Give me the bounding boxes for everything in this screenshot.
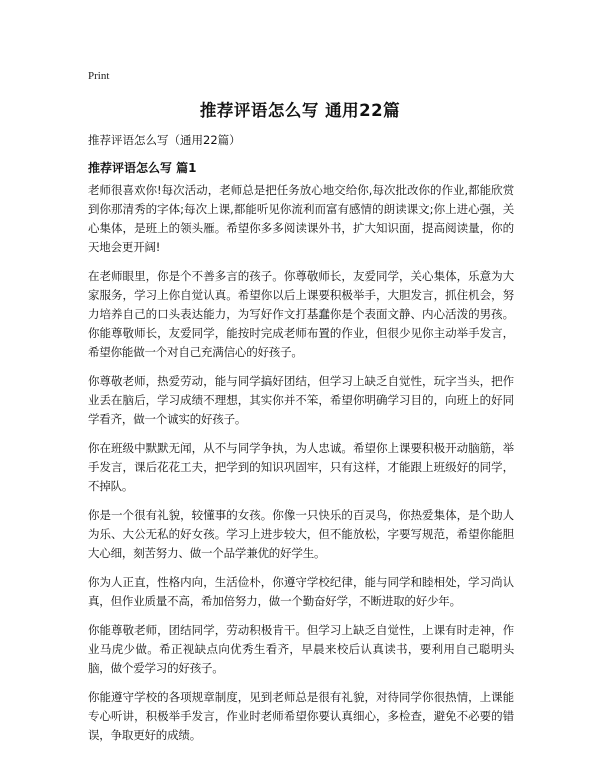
paragraph-1: 老师很喜欢你!每次活动，老师总是把任务放心地交给你,每次批改你的作业,都能欣赏到你那清秀的字体;每次上课,都能听见你流利而富有感情的朗读课文;你上进心强，关心集体，是班上的领头雁。希望你多多阅读课外书，扩大知识面，提高阅读量，你的天地会更开阔!: [88, 183, 514, 254]
paragraph-6: 你为人正直，性格内向，生活俭朴，你遵守学校纪律，能与同学和睦相处，学习尚认真，但作业质量不高，希加倍努力，做一个勤奋好学，不断进取的好少年。: [88, 575, 514, 608]
paragraph-7: 你能尊敬老师，团结同学，劳动积极肯干。但学习上缺乏自觉性，上课有时走神，作业马虎少做。希正视缺点向优秀生看齐，早晨来校后认真读书，要利用自己聪明头脑，做个爱学习的好孩子。: [88, 623, 514, 675]
paragraph-4: 你在班级中默默无闻，从不与同学争执，为人忠诚。希望你上课要积极开动脑筋，举手发言，课后花花工夫，把学到的知识巩固牢，只有这样，才能跟上班级好的同学，不掉队。: [88, 441, 514, 493]
document-title: 推荐评语怎么写 通用22篇: [199, 101, 401, 120]
print-label: Print: [88, 70, 110, 82]
paragraph-2: 在老师眼里，你是个不善多言的孩子。你尊敬师长，友爱同学，关心集体，乐意为大家服务，学习上你自觉认真。希望你以后上课要积极举手，大胆发言，抓住机会，努力培养自己的口头表达能力，为写好作文打基蠢你是个表面文静、内心活泼的男孩。你能尊敬师长，友爱同学，能按时完成老师布置的作业，但很少见你主动举手发言，希望你能做一个对自己充满信心的好孩子。: [88, 269, 514, 359]
paragraph-3: 你尊敬老师，热爱劳动，能与同学搞好团结，但学习上缺乏自觉性，玩字当头，把作业丢在脑后，学习成绩不理想，其实你并不笨，希望你明确学习目的，向班上的好同学看齐，做一个诚实的好孩子。: [88, 374, 514, 426]
paragraph-8: 你能遵守学校的各项规章制度，见到老师总是很有礼貌，对待同学你很热情，上课能专心听讲，积极举手发言，作业时老师希望你要认真细心，多检查，避免不必要的错误，争取更好的成绩。: [88, 690, 514, 742]
paragraph-5: 你是一个很有礼貌，较懂事的女孩。你像一只快乐的百灵鸟，你热爱集体，是个助人为乐、大公无私的好女孩。学习上进步较大，但不能放松，字要写规范，希望你能胆大心细，刻苦努力、做一个品学兼优的好学生。: [88, 508, 514, 560]
paragraph-list: [88, 181, 514, 755]
document-subtitle: 推荐评语怎么写（通用22篇）: [88, 133, 241, 147]
section-heading: 推荐评语怎么写 篇1: [88, 161, 197, 175]
